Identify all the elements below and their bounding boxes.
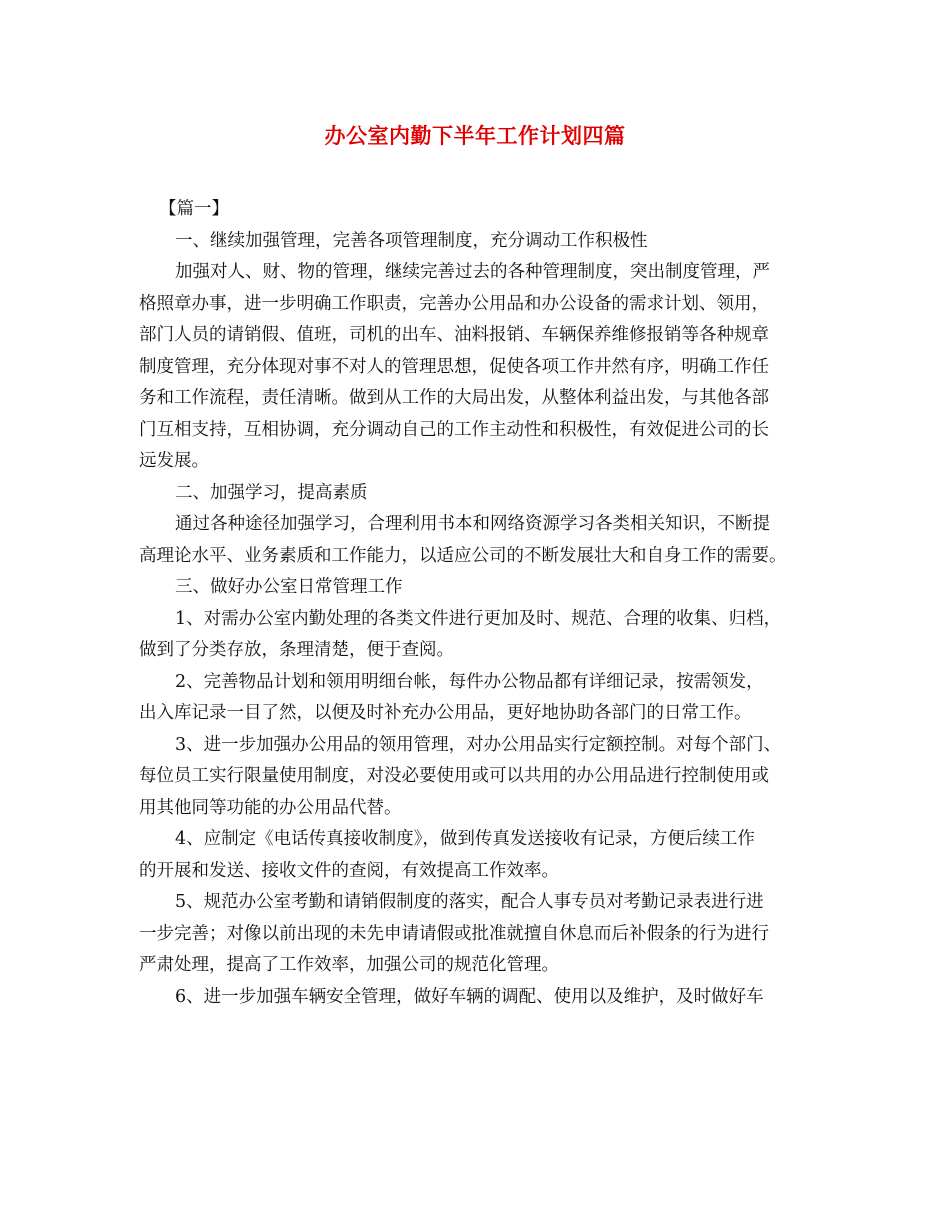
- heading-1: 一、继续加强管理，完善各项管理制度，充分调动工作积极性: [175, 230, 648, 251]
- text-line: 每位员工实行限量使用制度，对没必要使用或可以共用的办公用品进行控制使用或: [139, 766, 769, 786]
- text-line: 一步完善；对像以前出现的未先申请请假或批准就擅自休息而后补假条的行为进行: [139, 923, 769, 944]
- text-line: 制度管理，充分体现对事不对人的管理思想，促使各项工作井然有序，明确工作任: [139, 356, 769, 377]
- list-item-line: 4、应制定《电话传真接收制度》，做到传真发送接收有记录，方便后续工作: [175, 829, 755, 849]
- section-label: 【篇一】: [159, 199, 229, 219]
- list-item-line: 2、完善物品计划和领用明细台帐，每件办公物品都有详细记录，按需领发，: [175, 671, 764, 692]
- text-line: 做到了分类存放，条理清楚，便于查阅。: [139, 640, 454, 660]
- document-body: [139, 194, 815, 1013]
- text-line: 加强对人、财、物的管理，继续完善过去的各种管理制度，突出制度管理，严: [175, 262, 770, 282]
- text-line: 格照章办事，进一步明确工作职责，完善办公用品和办公设备的需求计划、领用，: [139, 293, 769, 314]
- heading-2: 二、加强学习，提高素质: [175, 482, 368, 503]
- text-line: 高理论水平、业务素质和工作能力，以适应公司的不断发展壮大和自身工作的需要。: [139, 545, 787, 566]
- text-line: 务和工作流程，责任清晰。做到从工作的大局出发，从整体利益出发，与其他各部: [139, 388, 769, 408]
- text-line: 门互相支持，互相协调，充分调动自己的工作主动性和积极性，有效促进公司的长: [139, 419, 769, 440]
- text-line: 严肃处理，提高了工作效率，加强公司的规范化管理。: [139, 955, 559, 975]
- document-title: 办公室内勤下半年工作计划四篇: [324, 123, 626, 148]
- list-item-line: 6、进一步加强车辆安全管理，做好车辆的调配、使用以及维护，及时做好车: [175, 986, 764, 1007]
- text-line: 用其他同等功能的办公用品代替。: [139, 797, 402, 818]
- list-item-line: 1、对需办公室内勤处理的各类文件进行更加及时、规范、合理的收集、归档，: [175, 608, 782, 629]
- list-item-line: 5、规范办公室考勤和请销假制度的落实，配合人事专员对考勤记录表进行进: [175, 892, 764, 912]
- text-line: 部门人员的请销假、值班，司机的出车、油料报销、车辆保养维修报销等各种规章: [139, 325, 769, 345]
- text-line: 出入库记录一目了然，以便及时补充办公用品，更好地协助各部门的日常工作。: [139, 703, 752, 723]
- text-line: 远发展。: [139, 451, 209, 471]
- text-line: 的开展和发送、接收文件的查阅，有效提高工作效率。: [139, 860, 559, 881]
- list-item-line: 3、进一步加强办公用品的领用管理，对办公用品实行定额控制。对每个部门、: [175, 734, 782, 755]
- heading-3: 三、做好办公室日常管理工作: [175, 577, 403, 597]
- text-line: 通过各种途径加强学习，合理利用书本和网络资源学习各类相关知识，不断提: [175, 514, 770, 534]
